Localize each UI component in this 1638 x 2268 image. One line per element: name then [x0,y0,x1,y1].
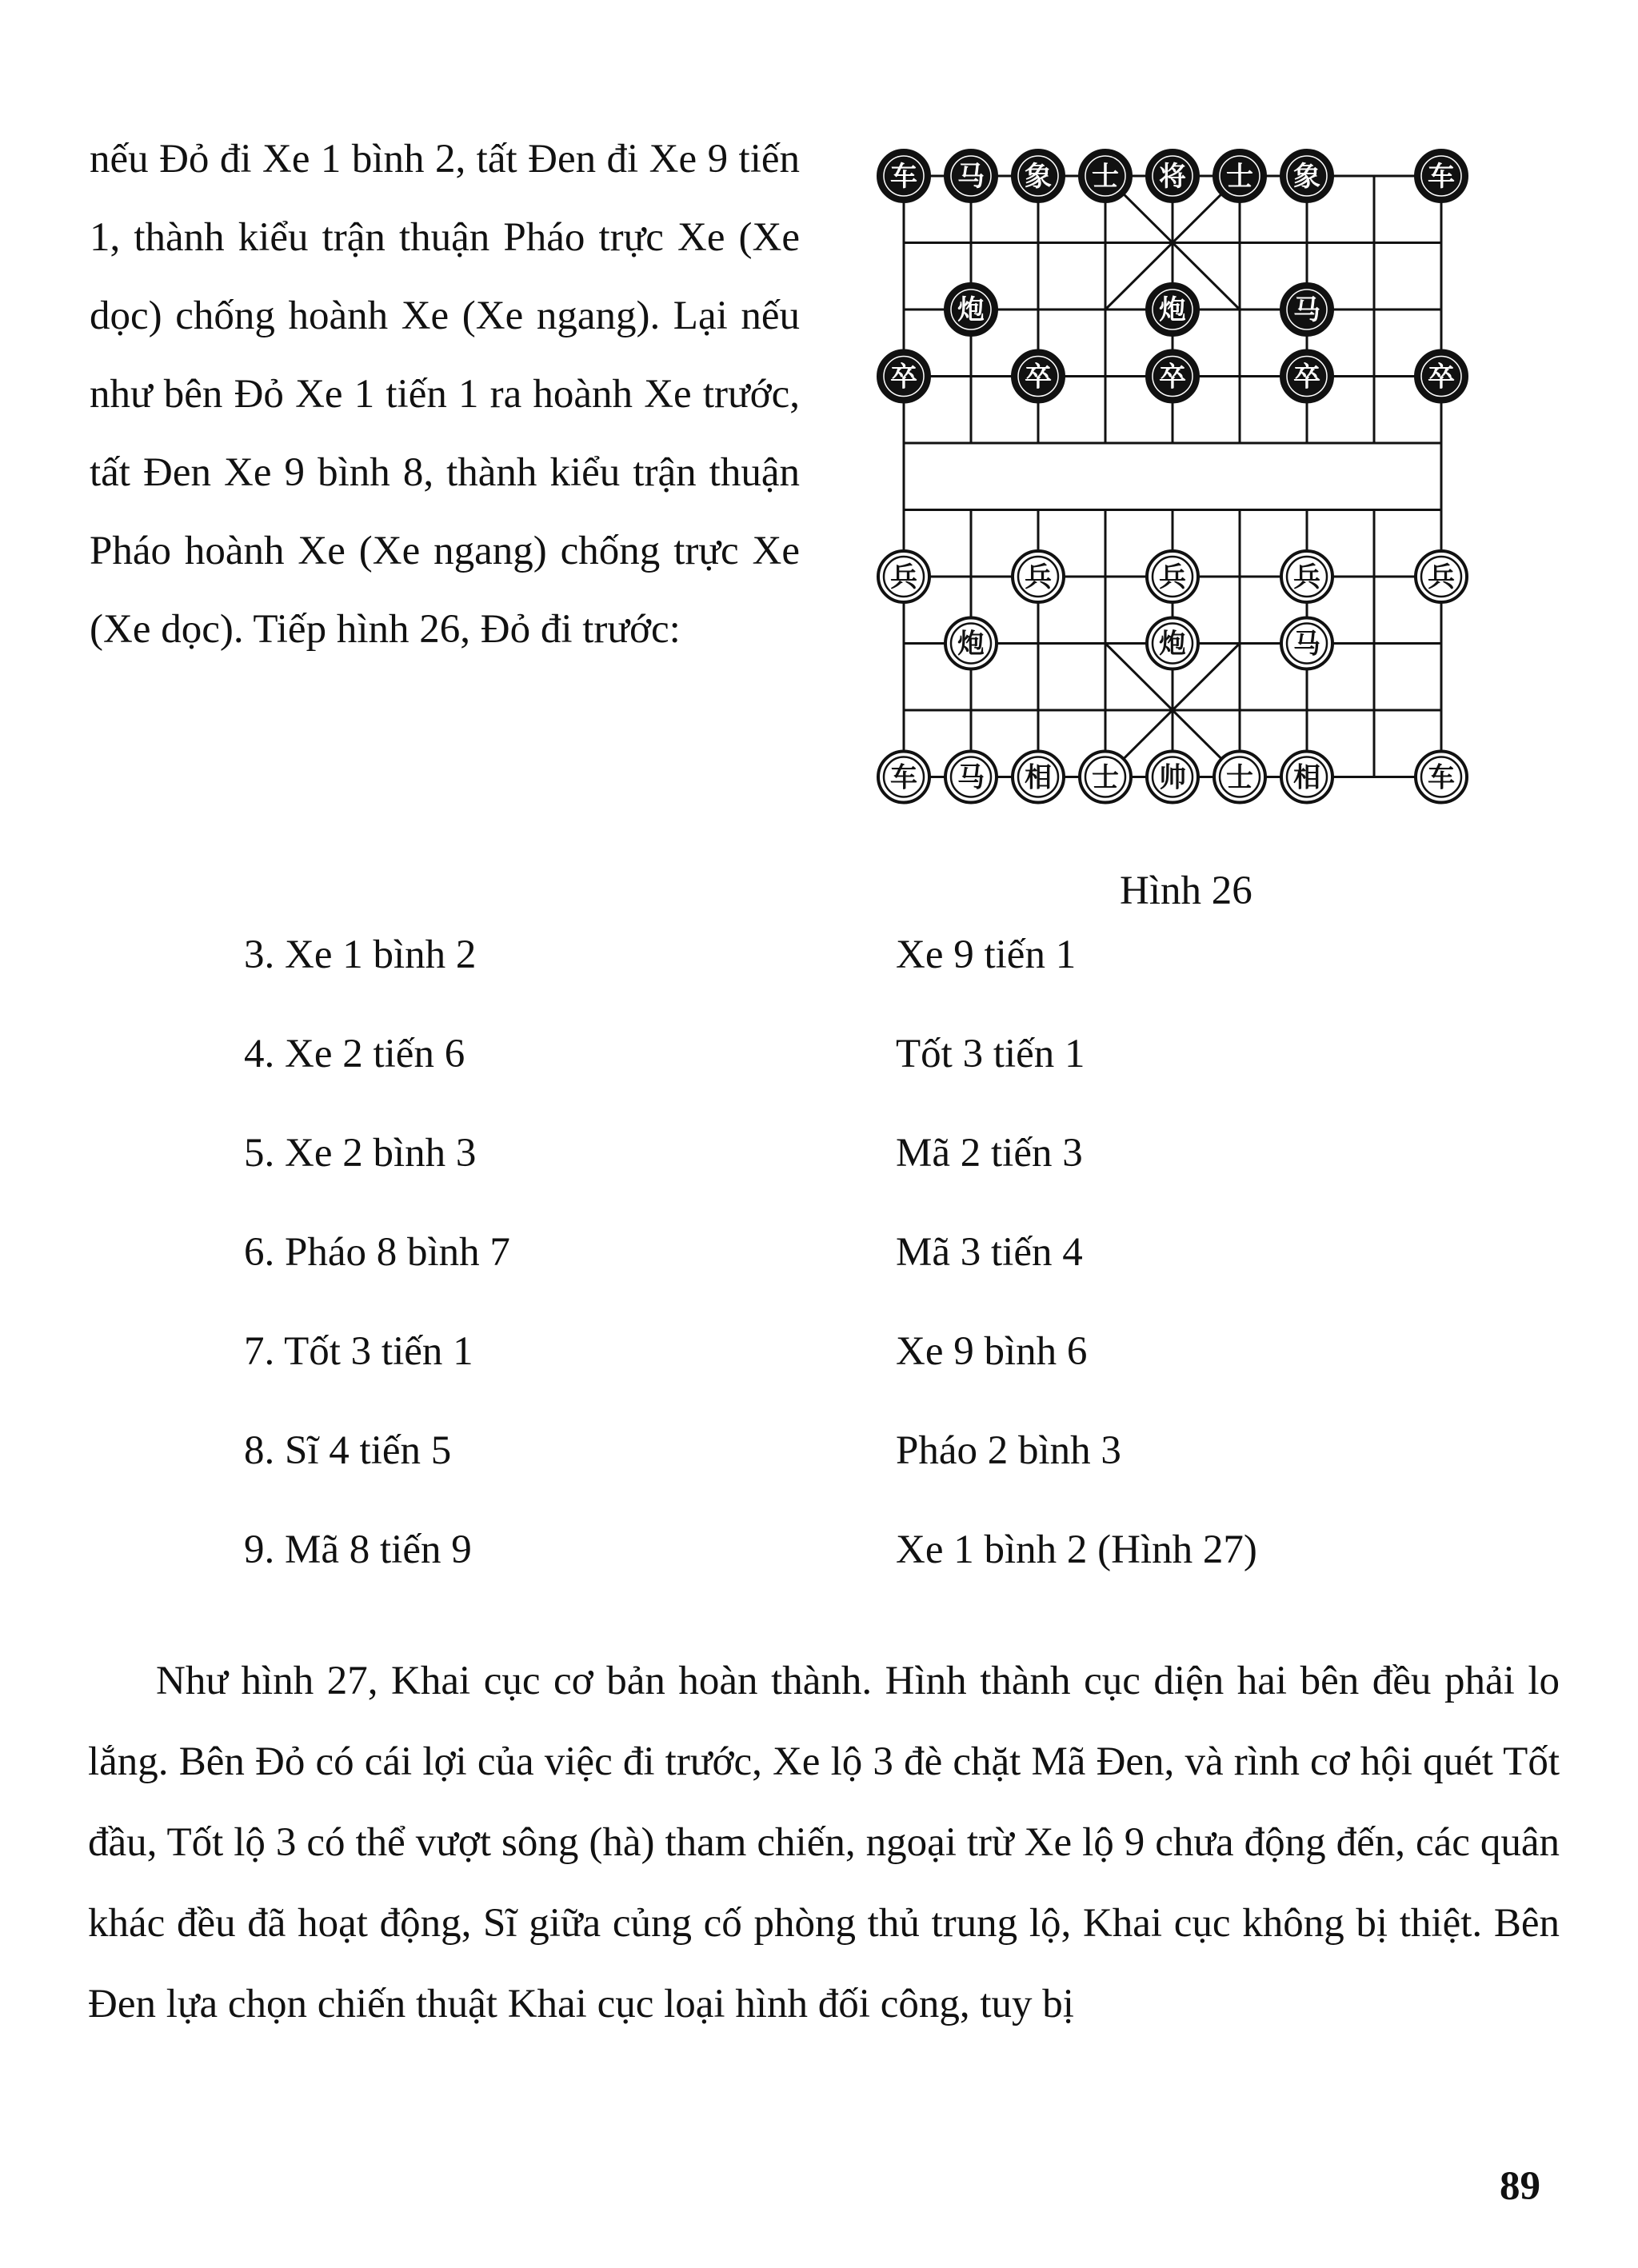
red-piece [1080,752,1131,803]
body-paragraph: Như hình 27, Khai cục cơ bản hoàn thành. Hình thành cục diện hai bên đều phải lo lắng. Bên Đỏ có cái lợi của việc đi trước, Xe lộ 3 đè chặt Mã Đen, và rình cơ hội quét Tốt đầu, Tốt lộ 3 có thể vượt sông (hà) tham chiến, ngoại trừ Xe lộ 9 chưa động đến, các quân khác đều đã hoạt động, Sĩ giữa củng cố phòng thủ trung lộ, Khai cục không bị thiệt. Bên Đen lựa chọn chiến thuật Khai cục loại hình đối công, tuy bị [88,1659,1560,2026]
red-move: 3. Xe 1 bình 2 [244,932,477,977]
black-move: Xe 1 bình 2 (Hình 27) [896,1527,1257,1572]
red-piece [878,551,929,602]
piece-label: 帅 [1159,761,1186,794]
black-piece [1147,351,1198,402]
piece-label: 相 [1025,761,1052,794]
black-piece [1281,150,1332,202]
piece-label: 士 [1092,761,1119,794]
piece-label: 相 [1293,761,1320,794]
piece-label: 车 [890,761,917,794]
piece-label: 兵 [1025,561,1052,593]
red-piece [1416,752,1467,803]
piece-label: 卒 [1293,361,1320,393]
black-piece [1416,150,1467,202]
red-piece [1013,752,1064,803]
piece-label: 卒 [890,361,917,393]
piece-label: 炮 [957,294,985,326]
piece-label: 士 [1092,161,1119,193]
red-piece [1147,551,1198,602]
black-move: Xe 9 tiến 1 [896,932,1077,977]
red-move: 9. Mã 8 tiến 9 [244,1527,472,1572]
black-piece [1013,150,1064,202]
black-piece [1281,351,1332,402]
black-move: Tốt 3 tiến 1 [896,1032,1085,1076]
piece-label: 卒 [1159,361,1186,393]
piece-label: 象 [1293,161,1320,193]
red-move: 5. Xe 2 bình 3 [244,1131,477,1176]
piece-label: 兵 [1293,561,1320,593]
red-move: 8. Sĩ 4 tiến 5 [244,1428,452,1473]
red-move: 4. Xe 2 tiến 6 [244,1032,465,1076]
black-piece [945,284,997,335]
black-piece [878,150,929,202]
intro-text: nếu Đỏ đi Xe 1 bình 2, tất Đen đi Xe 9 tiến 1, thành kiểu trận thuận Pháo trực Xe (Xe dọc) chống hoành Xe (Xe ngang). Lại nếu như bên Đỏ Xe 1 tiến 1 ra hoành Xe trước, tất Đen Xe 9 bình 8, thành kiểu trận thuận Pháo hoành Xe (Xe ngang) chống trực Xe (Xe dọc). Tiếp hình 26, Đỏ đi trước: [90,137,800,652]
red-move: 6. Pháo 8 bình 7 [244,1230,510,1275]
red-piece [945,618,997,669]
piece-label: 车 [890,161,917,193]
piece-label: 炮 [1159,628,1186,661]
red-move: 7. Tốt 3 tiến 1 [244,1329,473,1374]
xiangqi-board-figure [868,128,1476,824]
piece-label: 卒 [1025,361,1052,393]
red-piece [1147,752,1198,803]
piece-label: 车 [1428,161,1455,193]
black-piece [1080,150,1131,202]
black-piece [945,150,997,202]
piece-label: 兵 [890,561,917,593]
black-piece [1147,150,1198,202]
piece-label: 兵 [1159,561,1186,593]
piece-label: 马 [957,761,985,794]
red-piece [1281,752,1332,803]
black-piece [1416,351,1467,402]
black-piece [1013,351,1064,402]
piece-label: 象 [1025,161,1052,193]
piece-label: 士 [1226,761,1253,794]
black-piece [1214,150,1265,202]
piece-label: 马 [1293,628,1320,661]
figure-caption: Hình 26 [1120,868,1252,913]
black-move: Xe 9 bình 6 [896,1329,1088,1374]
piece-label: 炮 [1159,294,1186,326]
piece-label: 卒 [1428,361,1455,393]
piece-label: 将 [1159,161,1186,193]
red-piece [1281,618,1332,669]
red-piece [1147,618,1198,669]
xiangqi-board [868,128,1476,824]
piece-label: 兵 [1428,561,1455,593]
piece-label: 马 [957,161,985,193]
black-move: Mã 2 tiến 3 [896,1131,1083,1176]
page-number: 89 [1500,2164,1540,2209]
piece-label: 车 [1428,761,1455,794]
piece-label: 炮 [957,628,985,661]
red-piece [1013,551,1064,602]
red-piece [1416,551,1467,602]
piece-label: 士 [1226,161,1253,193]
red-piece [945,752,997,803]
black-piece [1281,284,1332,335]
black-piece [878,351,929,402]
black-move: Mã 3 tiến 4 [896,1230,1083,1275]
black-piece [1147,284,1198,335]
red-piece [1281,551,1332,602]
black-move: Pháo 2 bình 3 [896,1428,1121,1473]
red-piece [878,752,929,803]
red-piece [1214,752,1265,803]
piece-label: 马 [1293,294,1320,326]
